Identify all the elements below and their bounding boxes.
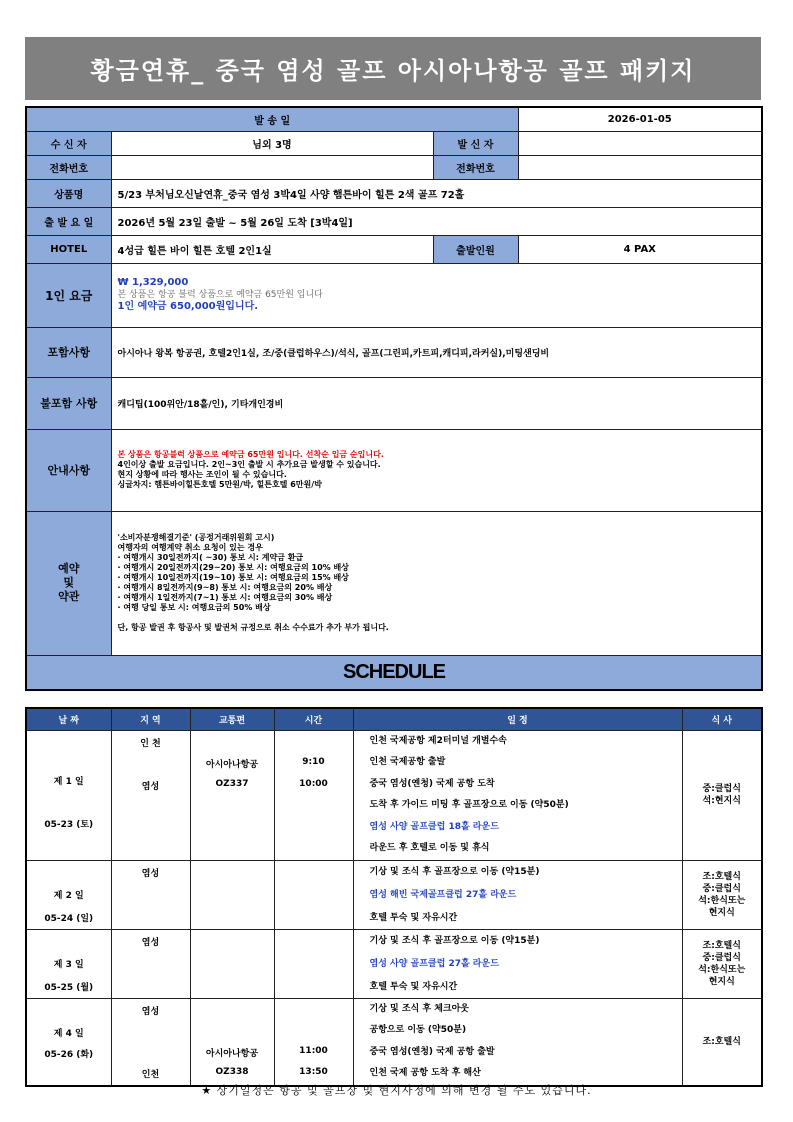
phone-label-2: 전화번호: [433, 155, 518, 179]
time: 13:50: [299, 1066, 328, 1077]
itinerary-line: 기상 및 조식 후 골프장으로 이동 (약15분): [369, 935, 540, 946]
fee-deposit: 1인 예약금 650,000원입니다.: [117, 301, 259, 312]
meal: 조:호텔식: [702, 940, 741, 951]
itinerary-line: 호텔 투숙 및 자유시간: [369, 981, 458, 992]
itinerary-line: 라운드 후 호텔로 이동 및 휴식: [369, 843, 490, 853]
terms-line: · 여행개시 10일전까지(19~10) 통보 시: 여행요금의 15% 배상: [117, 573, 349, 582]
schedule-title: SCHEDULE: [26, 655, 762, 690]
hotel: 4성급 힐튼 바이 힐튼 호텔 2인1실: [111, 235, 433, 263]
day-label: 제 1 일: [53, 776, 84, 787]
itinerary-line: 인천 국제 공항 도착 후 해산: [369, 1068, 481, 1078]
guide-line: 4인이상 출발 요금입니다. 2인~3인 출발 시 추가요금 발생할 수 있습니다.: [117, 460, 381, 469]
exclude: 캐디팁(100위안/18홀/인), 기타개인경비: [111, 377, 762, 429]
time: 11:00: [299, 1045, 328, 1056]
itinerary-line: 기상 및 조식 후 체크아웃: [369, 1003, 469, 1014]
transport: 아시아나항공: [205, 759, 259, 770]
terms-label: 예약: [58, 562, 80, 575]
send-date: 2026-01-05: [518, 107, 762, 131]
terms-line: · 여행 당일 통보 시: 여행요금의 50% 배상: [117, 603, 271, 612]
footer-note: ★ 상기일정은 항공 및 골프장 및 현지사정에 의해 변경 될 수도 있습니다.: [201, 1084, 592, 1097]
day-label: 제 4 일: [53, 1028, 84, 1039]
time: 9:10: [302, 756, 325, 767]
terms-line: '소비자분쟁해결기준' (공정거래위원회 고시): [117, 533, 275, 542]
phone-label: 전화번호: [26, 155, 111, 179]
itinerary-line: 공항으로 이동 (약50분): [369, 1025, 467, 1035]
region: 염성: [141, 937, 160, 948]
terms-line: · 여행개시 20일전까지(29~20) 통보 시: 여행요금의 10% 배상: [117, 563, 349, 572]
terms-line: · 여행개시 8일전까지(9~8) 통보 시: 여행요금의 20% 배상: [117, 583, 333, 592]
terms-label: 약관: [58, 590, 80, 603]
day-date: 05-24 (일): [44, 913, 94, 924]
itinerary-line: 중국 염성(옌청) 국제 공항 도착: [369, 778, 495, 789]
itinerary-line: 호텔 투숙 및 자유시간: [369, 912, 458, 923]
info-table: [25, 106, 763, 691]
meal: 조:호텔식: [702, 1036, 741, 1047]
recipient-label: 수 신 자: [26, 131, 111, 155]
header-transport: 교통편: [190, 708, 274, 730]
day-row: [26, 730, 762, 860]
itinerary-line: 인천 국제공항 제2터미널 개별수속: [369, 735, 507, 746]
flight-number: OZ337: [215, 778, 249, 789]
day-date: 05-26 (화): [44, 1049, 94, 1060]
send-date-label: 발 송 일: [26, 107, 518, 131]
include-label: 포함사항: [26, 327, 111, 377]
header-itinerary: 일 정: [353, 708, 682, 730]
itinerary-line: 염성 사양 골프클럽 27홀 라운드: [369, 958, 499, 969]
product: 5/23 부처님오신날연휴_중국 염성 3박4일 사양 햄튼바이 힐튼 2색 골프 72홀: [111, 179, 762, 207]
exclude-label: 불포함 사항: [26, 377, 111, 429]
meal: 석:현지식: [702, 796, 741, 806]
meal: 중:클럽식: [702, 883, 741, 894]
meal: 중:클럽식: [702, 952, 741, 963]
day-row: [26, 998, 762, 1086]
time: 10:00: [299, 778, 328, 789]
page-title: 황금연휴_ 중국 염성 골프 아시아나항공 골프 패키지: [25, 37, 761, 100]
sender-label: 발 신 자: [433, 131, 518, 155]
meal: 석:한식또는: [698, 895, 746, 906]
fee-note: 본 상품은 항공 블럭 상품으로 예약금 65만원 입니다: [117, 290, 323, 300]
guide-red: 본 상품은 항공블럭 상품으로 예약금 65만원 입니다. 선착순 입금 순입니다.: [117, 450, 384, 459]
region: 염성: [141, 1006, 160, 1017]
meal: 중:클럽식: [702, 784, 741, 794]
transport: 아시아나항공: [205, 1048, 259, 1059]
terms-line: · 여행개시 30일전까지( ~30) 통보 시: 계약금 환급: [117, 553, 304, 562]
guide-label: 안내사항: [26, 429, 111, 511]
itinerary-line: 도착 후 가이드 미팅 후 골프장으로 이동 (약50분): [369, 800, 569, 810]
hotel-label: HOTEL: [26, 235, 111, 263]
guide-line: 현지 상황에 따라 행사는 조인이 될 수 있습니다.: [117, 470, 287, 479]
departure: 2026년 5월 23일 출발 ~ 5월 26일 도착 [3박4일]: [111, 207, 762, 235]
header-time: 시간: [274, 708, 353, 730]
day-label: 제 3 일: [53, 959, 84, 970]
include: 아시아나 왕복 항공권, 호텔2인1실, 조/중(클럽하우스)/석식, 골프(그린피,카트피,캐디피,라커실),미팅샌딩비: [111, 327, 762, 377]
region: 염성: [141, 781, 160, 792]
terms-footer: 단, 항공 발권 후 항공사 및 발권처 규정으로 취소 수수료가 추가 부가 됩니다.: [117, 623, 389, 632]
pax: 4 PAX: [518, 235, 762, 263]
sender-phone: [518, 155, 762, 179]
sender: [518, 131, 762, 155]
terms-line: 여행자의 여행계약 취소 요청이 있는 경우: [117, 543, 263, 552]
itinerary-line: 중국 염성(옌청) 국제 공항 출발: [369, 1046, 495, 1057]
product-label: 상품명: [26, 179, 111, 207]
itinerary-line: 기상 및 조식 후 골프장으로 이동 (약15분): [369, 866, 540, 877]
itinerary-line: 염성 해빈 국제골프클럽 27홀 라운드: [369, 889, 517, 900]
header-meal: 식 사: [682, 708, 762, 730]
day-row: [26, 860, 762, 929]
header-region: 지 역: [111, 708, 190, 730]
region: 인 천: [140, 738, 161, 749]
fee-amount: ₩ 1,329,000: [117, 277, 189, 288]
day-date: 05-25 (월): [44, 982, 94, 993]
terms-line: · 여행개시 1일전까지(7~1) 통보 시: 여행요금의 30% 배상: [117, 593, 333, 602]
recipient-phone: [111, 155, 433, 179]
day-row: [26, 929, 762, 998]
guide-line: 싱글차지: 햄튼바이힐튼호텔 5만원/박, 힐튼호텔 6만원/박: [117, 480, 322, 489]
meal: 조:호텔식: [702, 871, 741, 882]
day-label: 제 2 일: [53, 890, 84, 901]
region: 인천: [141, 1069, 160, 1080]
departure-label: 출 발 요 일: [26, 207, 111, 235]
flight-number: OZ338: [215, 1066, 249, 1077]
header-date: 날 짜: [26, 708, 111, 730]
day-date: 05-23 (토): [44, 819, 94, 830]
meal: 석:한식또는: [698, 964, 746, 975]
schedule-table: [25, 707, 763, 1087]
region: 염성: [141, 868, 160, 879]
itinerary-line: 인천 국제공항 출발: [369, 757, 446, 767]
meal: 현지식: [708, 976, 735, 987]
terms-label: 및: [63, 576, 75, 589]
recipient: 님외 3명: [111, 131, 433, 155]
itinerary-line: 염성 사양 골프클럽 18홀 라운드: [369, 821, 499, 832]
meal: 현지식: [708, 907, 735, 918]
pax-label: 출발인원: [433, 235, 518, 263]
fee-label: 1인 요금: [26, 263, 111, 327]
